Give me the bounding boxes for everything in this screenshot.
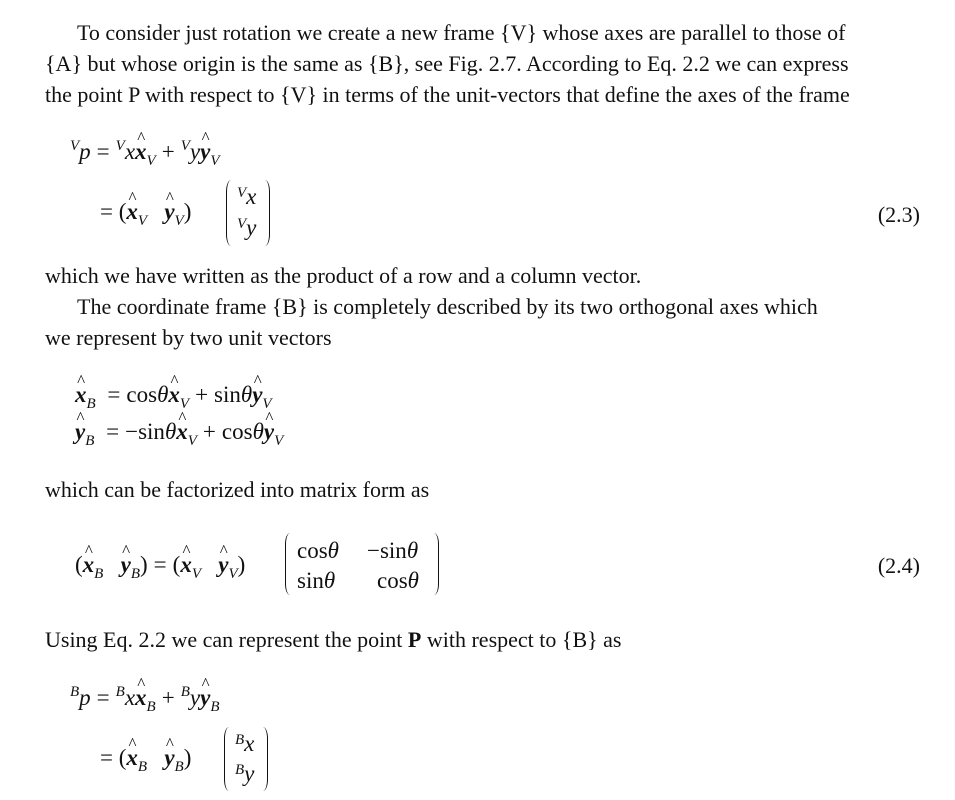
text-before: Using Eq. 2.2 we can represent the point xyxy=(45,627,408,652)
equation-2-3-line-1: $^V$p = $^V$x^ $x_V$ + $^V$y^ $y_V$ xyxy=(70,140,219,163)
equation-number-2-3: (2.3) xyxy=(877,202,920,227)
equation-number-2-4: (2.4) xyxy=(877,553,920,578)
text-line xyxy=(45,624,925,655)
equation-2-3-line-2: = (^ $x_V$ ^ $y_V$) xyxy=(100,200,191,223)
equation-bp-line-2: = (^ $x_B$ ^ $y_B$) xyxy=(100,746,191,769)
text-after: with respect to {B} as xyxy=(421,627,622,652)
equation-y-hat-b: ^ $y_B$ = −sinθ^ $x_V$ + cosθ^ $y_V$ xyxy=(75,420,283,443)
paragraph-factorized xyxy=(45,474,925,505)
paragraph-point-wrt-b xyxy=(45,624,925,655)
paragraph-coordinate-frame xyxy=(45,291,925,353)
equation-2-4-lhs: (^ $x_B$ ^ $y_B$) = (^ $x_V$ ^ $y_V$) xyxy=(75,553,245,576)
text-line: which can be factorized into matrix form as xyxy=(45,477,430,502)
text-line: which we have written as the product of a row and a column vector. xyxy=(45,263,642,288)
paragraph-intro xyxy=(45,17,925,110)
equation-x-hat-b: ^ $x_B$ = cosθ^ $x_V$ + sinθ^ $y_V$ xyxy=(75,383,272,406)
text-line: The coordinate frame {B} is completely described by its two orthogonal axes which xyxy=(77,294,818,319)
rotation-matrix: cosθ −sinθ sinθ cosθ xyxy=(285,533,439,595)
text-line: we represent by two unit vectors xyxy=(45,325,332,350)
paragraph-row-column xyxy=(45,260,925,291)
text-line: To consider just rotation we create a new frame {V} whose axes are parallel to those of xyxy=(77,20,846,45)
column-vector-b: $^B$x $^B$y xyxy=(224,727,268,791)
column-vector-v: $^V$x $^V$y xyxy=(226,180,270,246)
text-line: {A} but whose origin is the same as {B}, see Fig. 2.7. According to Eq. 2.2 we can express xyxy=(45,51,849,76)
text-line: the point P with respect to {V} in terms of the unit-vectors that define the axes of the frame xyxy=(45,82,850,107)
bold-point-p: P xyxy=(407,627,422,652)
equation-bp-line-1: $^B$p = $^B$x^ $x_B$ + $^B$y^ $y_B$ xyxy=(70,686,219,709)
